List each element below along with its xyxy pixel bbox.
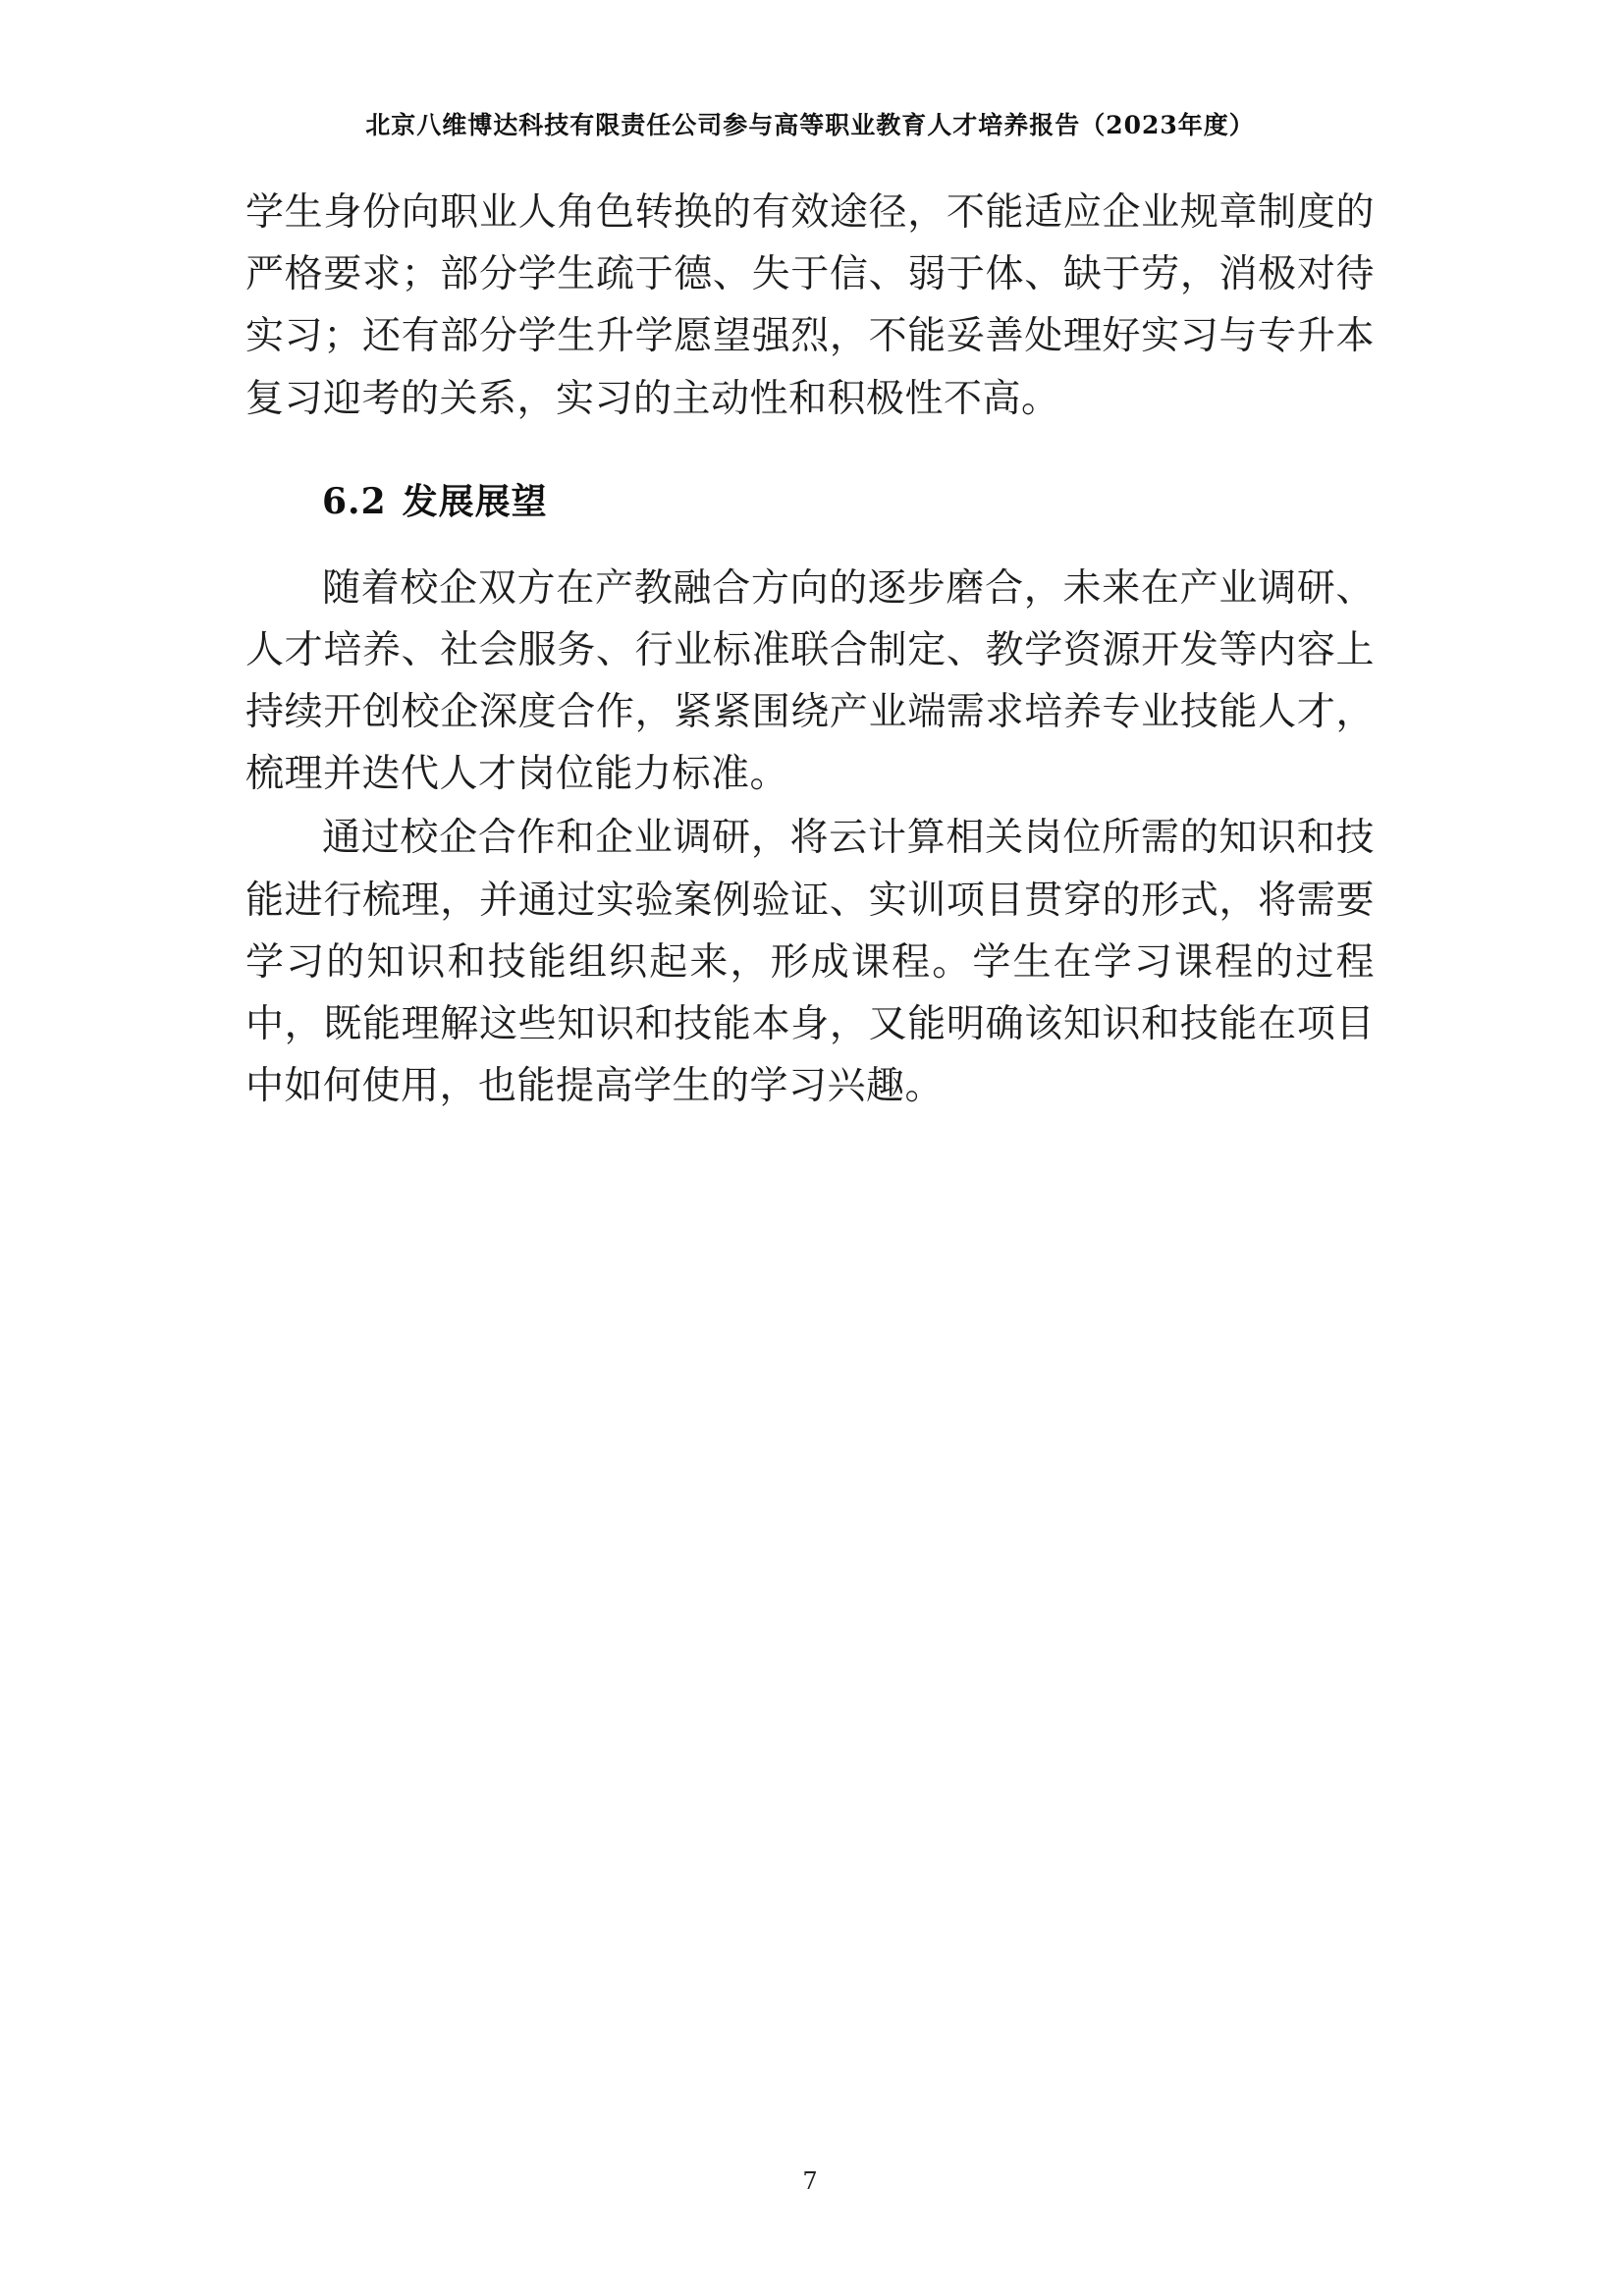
page-content	[236, 0, 1384, 2296]
running-header: 北京八维博达科技有限责任公司参与高等职业教育人才培养报告（2023年度）	[365, 111, 1255, 139]
section-heading-6-2	[245, 475, 1375, 528]
page-number: 7	[802, 2167, 818, 2195]
paragraph-outlook-2: 通过校企合作和企业调研，将云计算相关岗位所需的知识和技能进行梳理，并通过实验案例验证、实训项目贯穿的形式，将需要学习的知识和技能组织起来，形成课程。学生在学习课程的过程中，既能理解这些知识和技能本身，又能明确该知识和技能在项目中如何使用，也能提高学生的学习兴趣。	[245, 816, 1375, 1109]
paragraph-continued: 学生身份向职业人角色转换的有效途径，不能适应企业规章制度的严格要求；部分学生疏于德、失于信、弱于体、缺于劳，消极对待实习；还有部分学生升学愿望强烈，不能妥善处理好实习与专升本复习迎考的关系，实习的主动性和积极性不高。	[245, 190, 1375, 421]
section-title: 发展展望	[402, 480, 548, 522]
page-body	[245, 182, 1375, 1119]
section-number: 6.2	[322, 480, 387, 522]
paragraph-outlook-1: 随着校企双方在产教融合方向的逐步磨合，未来在产业调研、人才培养、社会服务、行业标准联合制定、教学资源开发等内容上持续开创校企深度合作，紧紧围绕产业端需求培养专业技能人才，梳理并迭代人才岗位能力标准。	[245, 565, 1375, 797]
